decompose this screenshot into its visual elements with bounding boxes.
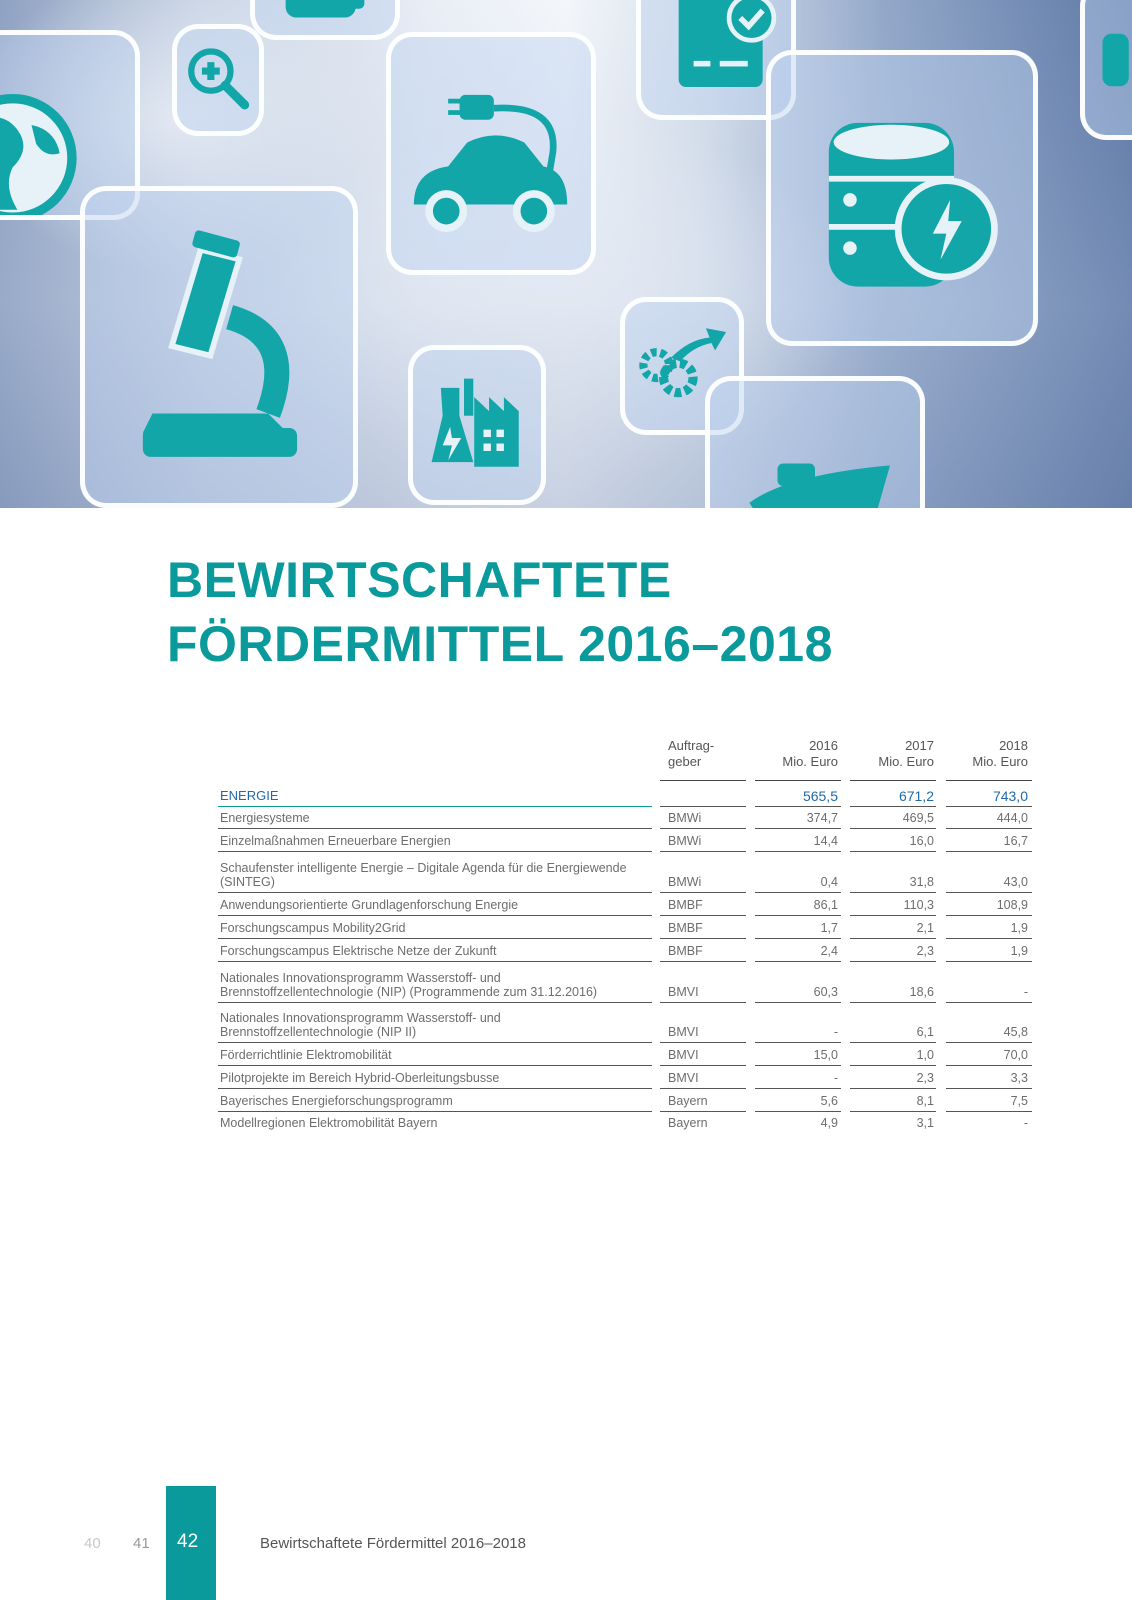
table-row bbox=[218, 1043, 1028, 1066]
row-auftraggeber: BMBF bbox=[668, 898, 703, 912]
row-value-2016: 14,4 bbox=[813, 834, 838, 848]
row-auftraggeber: BMVI bbox=[668, 1071, 699, 1085]
chemical-factory-tile bbox=[408, 345, 546, 505]
header-2018-year: 2018 bbox=[999, 738, 1028, 753]
battery-icon bbox=[255, 0, 395, 35]
row-name: Anwendungsorientierte Grundlagenforschung Energie bbox=[220, 898, 519, 912]
row-value-2016: 60,3 bbox=[813, 985, 838, 999]
row-name: Pilotprojekte im Bereich Hybrid-Oberleitungsbusse bbox=[220, 1071, 500, 1085]
battery-tile bbox=[250, 0, 400, 40]
electric-car-icon bbox=[391, 37, 591, 270]
row-value-2016: 374,7 bbox=[806, 811, 838, 825]
row-name: Forschungscampus Mobility2Grid bbox=[220, 921, 406, 935]
table-row bbox=[218, 916, 1028, 939]
header-auftraggeber-line-2: geber bbox=[668, 754, 702, 769]
row-value-2016: 5,6 bbox=[820, 1094, 838, 1108]
row-value-2016: 1,7 bbox=[820, 921, 838, 935]
hero-image bbox=[0, 0, 1132, 508]
row-value-2016: 2,4 bbox=[820, 944, 838, 958]
ship-tile bbox=[705, 376, 925, 508]
row-value-2017: 16,0 bbox=[909, 834, 934, 848]
page-number-41[interactable]: 41 bbox=[133, 1535, 150, 1552]
row-value-2017: 110,3 bbox=[903, 898, 934, 912]
row-value-2017: 8,1 bbox=[916, 1094, 934, 1108]
chemical-factory-icon bbox=[413, 350, 541, 500]
row-name: Einzelmaßnahmen Erneuerbare Energien bbox=[220, 834, 451, 848]
row-value-2016: - bbox=[833, 1071, 838, 1085]
row-value-2017: 1,0 bbox=[916, 1048, 934, 1062]
header-2017 bbox=[854, 738, 934, 786]
table-row bbox=[218, 1089, 1028, 1112]
table-row bbox=[218, 852, 1028, 893]
row-name: Modellregionen Elektromobilität Bayern bbox=[220, 1116, 438, 1130]
row-name: Energiesysteme bbox=[220, 811, 310, 825]
header-2016 bbox=[758, 738, 838, 786]
page-title-line-2: FÖRDERMITTEL 2016–2018 bbox=[167, 616, 833, 672]
table-row bbox=[218, 807, 1028, 829]
row-value-2018: 108,9 bbox=[996, 898, 1028, 912]
row-value-2018: 444,0 bbox=[996, 811, 1028, 825]
page-number-42-current: 42 bbox=[177, 1531, 199, 1552]
row-auftraggeber: BMVI bbox=[668, 1025, 699, 1039]
row-auftraggeber: BMVI bbox=[668, 985, 699, 999]
row-auftraggeber: BMWi bbox=[668, 875, 702, 889]
section-row-energie bbox=[218, 780, 1028, 807]
row-name: Förderrichtlinie Elektromobilität bbox=[220, 1048, 392, 1062]
header-2016-year: 2016 bbox=[809, 738, 838, 753]
row-value-2018: 1,9 bbox=[1010, 921, 1028, 935]
row-auftraggeber: BMWi bbox=[668, 834, 702, 848]
header-2018-unit: Mio. Euro bbox=[972, 754, 1028, 769]
row-value-2018: 1,9 bbox=[1010, 944, 1028, 958]
row-value-2017: 2,3 bbox=[916, 944, 934, 958]
row-value-2016: 0,4 bbox=[820, 875, 838, 889]
row-value-2018: - bbox=[1023, 1116, 1028, 1130]
header-2017-unit: Mio. Euro bbox=[878, 754, 934, 769]
table-row bbox=[218, 1112, 1028, 1134]
row-value-2018: 3,3 bbox=[1010, 1071, 1028, 1085]
row-value-2017: 31,8 bbox=[909, 875, 934, 889]
electric-car-tile bbox=[386, 32, 596, 275]
running-title: Bewirtschaftete Fördermittel 2016–2018 bbox=[260, 1535, 526, 1552]
row-name: Bayerisches Energieforschungsprogramm bbox=[220, 1094, 453, 1108]
row-value-2016: 86,1 bbox=[813, 898, 838, 912]
row-value-2016: 15,0 bbox=[813, 1048, 838, 1062]
row-value-2016: - bbox=[833, 1025, 838, 1039]
page-number-40[interactable]: 40 bbox=[84, 1535, 101, 1552]
section-label: ENERGIE bbox=[220, 788, 279, 803]
row-name: Forschungscampus Elektrische Netze der Zukunft bbox=[220, 944, 497, 958]
microscope-tile bbox=[80, 186, 358, 508]
table-row bbox=[218, 962, 1028, 1003]
row-auftraggeber: BMVI bbox=[668, 1048, 699, 1062]
row-value-2018: - bbox=[1023, 985, 1028, 999]
table-row bbox=[218, 829, 1028, 852]
row-value-2017: 2,3 bbox=[916, 1071, 934, 1085]
row-value-2017: 2,1 bbox=[916, 921, 934, 935]
row-value-2018: 7,5 bbox=[1010, 1094, 1028, 1108]
page-title bbox=[167, 548, 967, 676]
section-total-2018: 743,0 bbox=[992, 788, 1028, 804]
row-value-2018: 45,8 bbox=[1003, 1025, 1028, 1039]
header-auftraggeber bbox=[668, 738, 754, 786]
row-auftraggeber: BMWi bbox=[668, 811, 702, 825]
header-2018 bbox=[948, 738, 1028, 786]
row-value-2016: 4,9 bbox=[820, 1116, 838, 1130]
row-value-2017: 6,1 bbox=[916, 1025, 934, 1039]
partial-icon bbox=[1085, 0, 1132, 135]
page-title-line-1: BEWIRTSCHAFTETE bbox=[167, 552, 672, 608]
header-auftraggeber-line-1: Auftrag- bbox=[668, 738, 715, 753]
row-name: Schaufenster intelligente Energie – Digitale Agenda für die Energiewende (SINTEG) bbox=[220, 861, 627, 889]
row-value-2017: 3,1 bbox=[916, 1116, 934, 1130]
section-total-2017: 671,2 bbox=[898, 788, 934, 804]
row-auftraggeber: BMBF bbox=[668, 944, 703, 958]
zoom-in-icon bbox=[177, 29, 259, 131]
zoom-tile bbox=[172, 24, 264, 136]
table-row bbox=[218, 893, 1028, 916]
section-total-2016: 565,5 bbox=[802, 788, 838, 804]
header-2016-unit: Mio. Euro bbox=[782, 754, 838, 769]
partial-tile-right bbox=[1080, 0, 1132, 140]
table-row bbox=[218, 1003, 1028, 1043]
microscope-icon bbox=[85, 191, 353, 503]
row-name: Nationales Innovationsprogramm Wasserstoff- und Brennstoffzellentechnologie (NIP II) bbox=[220, 1011, 501, 1039]
table-row bbox=[218, 939, 1028, 962]
row-name: Nationales Innovationsprogramm Wasserstoff- und Brennstoffzellentechnologie (NIP) (Programmende zum 31.12.2016) bbox=[220, 971, 598, 999]
row-value-2018: 43,0 bbox=[1003, 875, 1028, 889]
database-tile bbox=[766, 50, 1038, 346]
database-lightning-icon bbox=[771, 55, 1033, 341]
row-value-2017: 469,5 bbox=[902, 811, 934, 825]
table-row bbox=[218, 1066, 1028, 1089]
ship-icon bbox=[710, 381, 920, 508]
row-auftraggeber: Bayern bbox=[668, 1116, 708, 1130]
row-value-2018: 16,7 bbox=[1003, 834, 1028, 848]
row-value-2018: 70,0 bbox=[1003, 1048, 1028, 1062]
header-2017-year: 2017 bbox=[905, 738, 934, 753]
row-auftraggeber: Bayern bbox=[668, 1094, 708, 1108]
row-value-2017: 18,6 bbox=[909, 985, 934, 999]
row-auftraggeber: BMBF bbox=[668, 921, 703, 935]
